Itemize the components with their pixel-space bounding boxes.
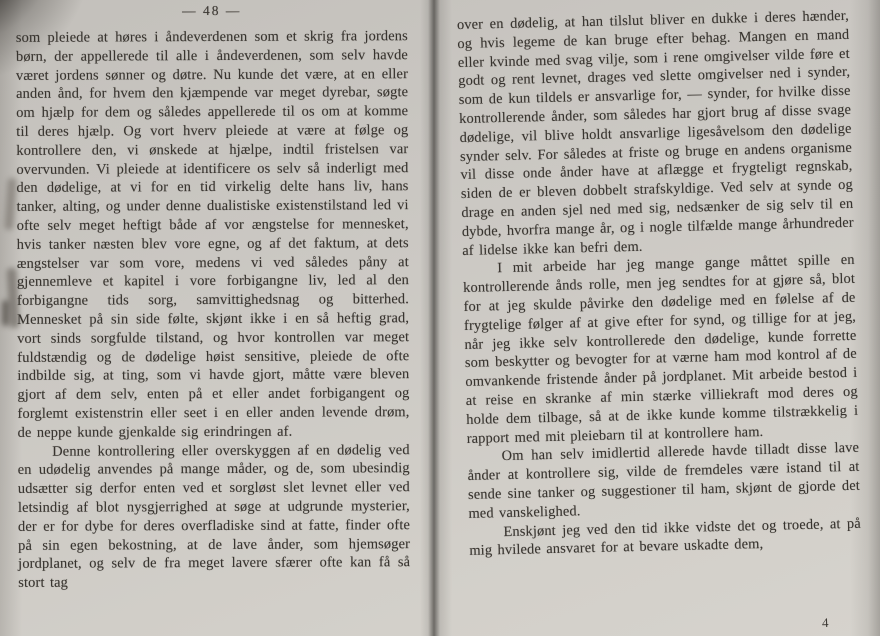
margin-smudge: [4, 178, 17, 231]
paragraph: Enskjønt jeg ved den tid ikke vidste det og troede, at på mig hvilede ansvaret for at bevare uskadte dem,: [469, 515, 862, 560]
right-page: [456, 0, 861, 561]
paragraph: I mit arbeide har jeg mange gange måttet spille en kontrollerende ånds rolle, men jeg sendtes for at gjøre så, blot for at jeg skulde påvirke den dødelige med en følelse af de frygtelige følger af at give efter for synd, og tillige for at jeg, når jeg ikke selv kontrollerede den dødelige, kunde forrette som beskytter og bevogter for at værne ham mod kontrol af de omvankende fristende ånder på jordplanet. Mit arbeide bestod i at reise en skranke af min stærke villiekraft mod deres og holde dem tilbage, så at de ikke kunde komme tilstrækkelig i rapport med mit pleiebarn til at kontrollere ham.: [462, 252, 859, 447]
left-page: [16, 0, 411, 593]
paragraph: Denne kontrollering eller overskyggen af en dødelig ved en udødelig anvendes på mange måder, og de, som ubesindig udsætter sig derfor enten ved et sorgløst slet levnet eller ved letsindig af blot nysgjerrighed at søge at udgrunde mysterier, der er for dybe for deres overfladiske sind at fatte, finder ofte på sin egen bekostning, at de lave ånder, som hjemsøger jordplanet, og selv de fra meget lavere sfærer ofte kan få så stort tag: [17, 441, 411, 591]
paragraph: som pleiede at høres i åndeverdenen som et skrig fra jordens børn, der appellerede til alle i åndeverdenen, som selv havde været jordens sønner og døtre. Nu kunde det være, at en eller anden ånd, for hvem den kjæmpende var meget dyrebar, søgte om hjælp for dem og således appellerede til os om at komme til deres hjælp. Og vort hverv pleiede at være at følge og kontrollere den, vi ønskede at hjælpe, indtil fristelsen var overvunden. Vi pleiede at identificere os selv så inderligt med den dødelige, at vi for en tid virkelig delte hans liv, hans tanker, alting, og under denne dualistiske existenstilstand led vi ofte selv meget heftigt både af vor ængstelse for mennesket, hvis tanker næsten blev vore egne, og af det faktum, at dets ængstelser var som vore, medens vi ved således påny at gjennemleve et kapitel i vore forbigangne liv, led al den forbigangne tids sorg, samvittighedsnag og bitterhed. Mennesket på sin side følte, skjønt ikke i en så heftig grad, vort sinds sorgfulde tilstand, og hvor kontrollen var meget fuldstændig og de dødelige høist sensitive, pleiede de ofte indbilde sig, at ting, som vi havde gjort, måtte være bleven gjort af dem selv, enten på et eller andet forbigangent og forglemt existenstrin eller seet i en eller anden levende drøm, de neppe kunde gjenkalde sig erindringen af.: [15, 28, 410, 441]
margin-smudge: [2, 300, 9, 326]
signature-mark: 4: [821, 614, 829, 631]
paragraph: Om han selv imidlertid allerede havde tilladt disse lave ånder at kontrollere sig, vilde de fremdeles være istand til at sende sine tanker og suggestioner til ham, skjønt de gjorde det med vanskelighed.: [467, 440, 861, 522]
page-number: — 48 —: [182, 2, 242, 19]
paragraph: over en dødelig, at han tilslut bliver en dukke i deres hænder, og hvis legeme de kan bruge efter behag. Mangen en mand eller kvinde med svag vilje, som i rene omgivelser vilde føre et godt og rent levnet, drages ved slette omgivelser ned i synder, som de kun tildels er ansvarlige for, — synder, for hvilke disse kontrollerende ånder, som således har gjort brug af disse svage dødelige, vil blive holdt ansvarlige ligesåvelsom den dødelige synder selv. For således at friste og bruge en andens organisme vil disse onde ånder have at aflægge et frygteligt regnskab, siden de er bleven dobbelt strafskyldige. Ved selv at synde og drage en anden sjel ned med sig, nedsænker de sig selv til en dybde, hvorfra mange år, og i nogle tilfælde mange århundreder af lidelse ikke kan befri dem.: [456, 7, 854, 259]
